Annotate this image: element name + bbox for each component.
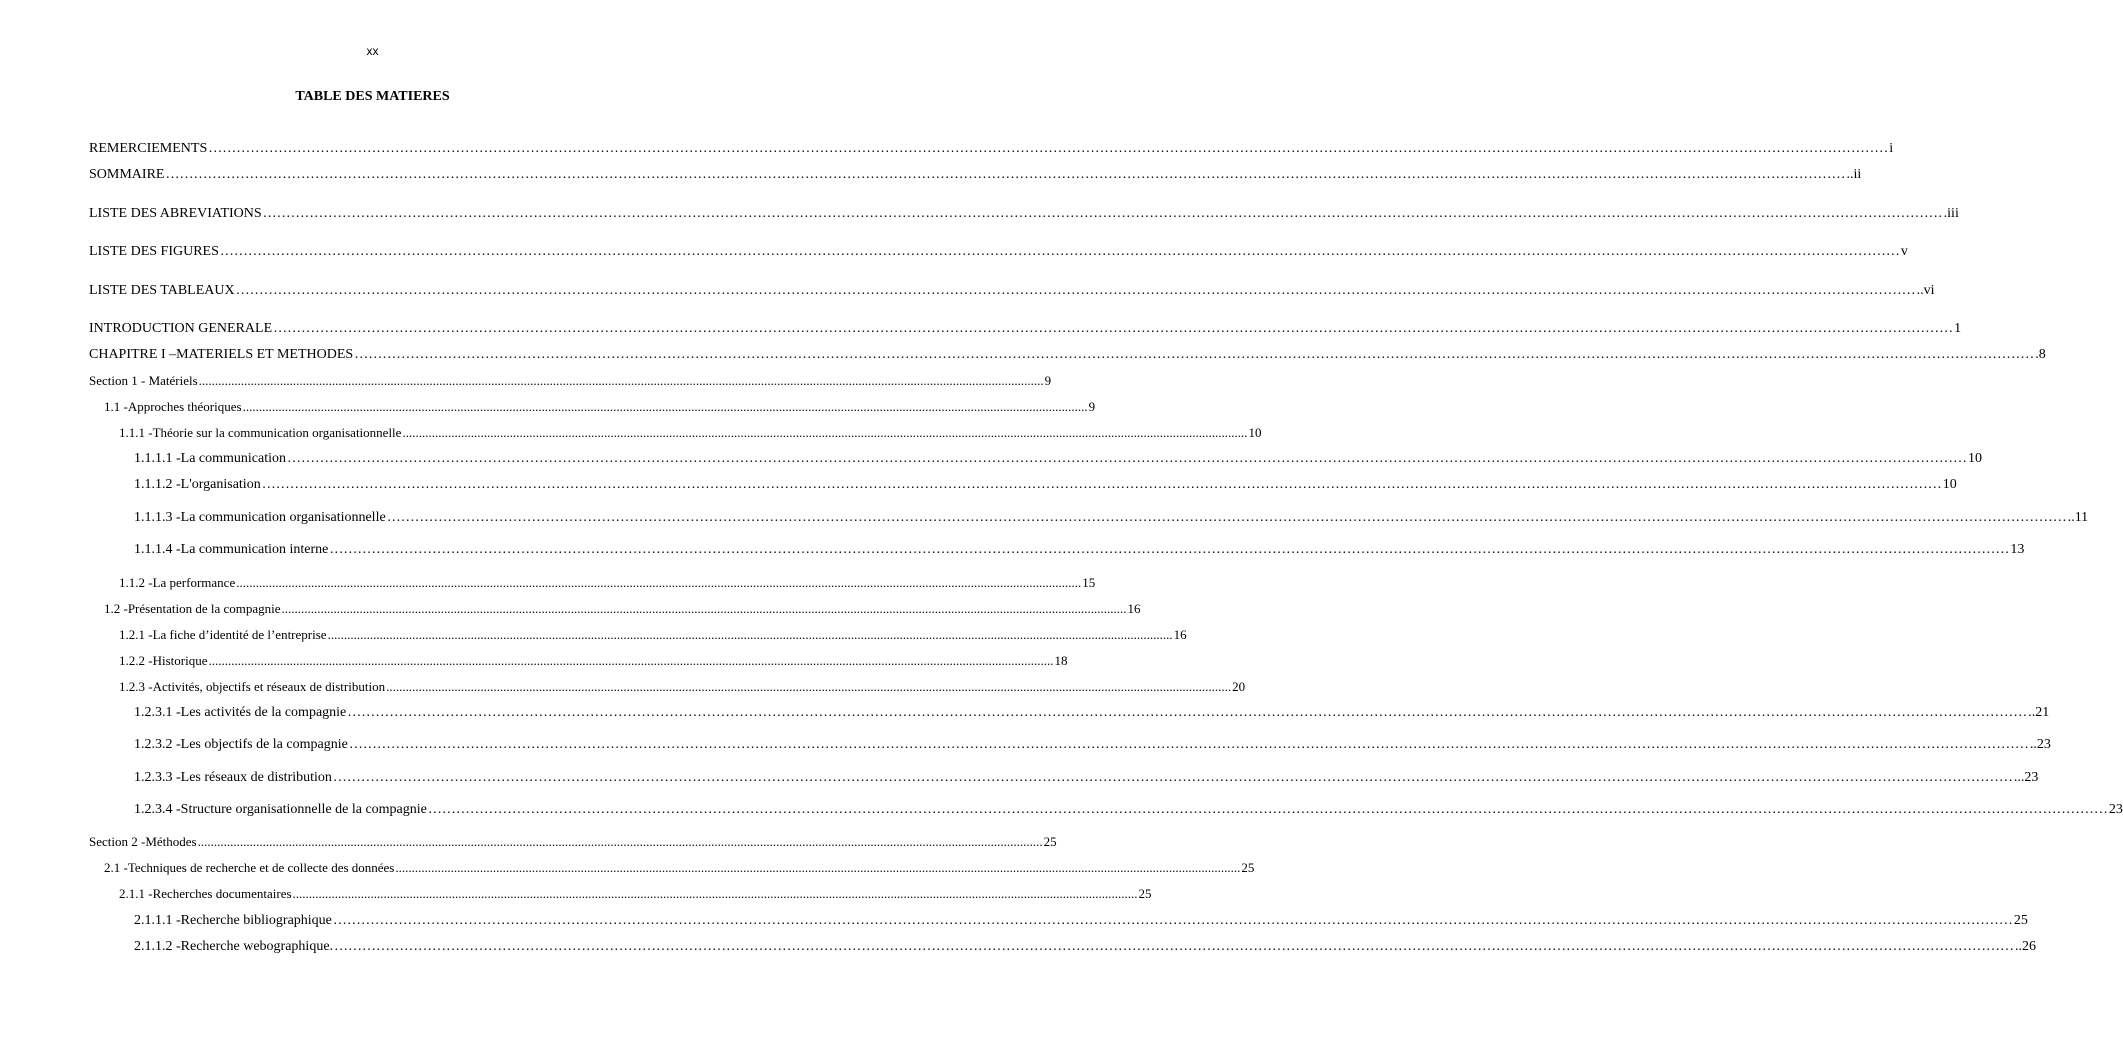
toc-entry-page: 9 bbox=[1088, 399, 1096, 414]
toc-leader: .................................................................................................................................................................................................................................................................... bbox=[386, 679, 1232, 694]
toc-entry bbox=[119, 574, 1096, 592]
toc-entry-page: 15 bbox=[1082, 575, 1096, 590]
toc-leader: .................................................................................................................................................................................................................................................................... bbox=[236, 575, 1082, 590]
toc-entry-label: 1.1.1.4 -La communication interne bbox=[134, 542, 329, 557]
toc-entry bbox=[134, 938, 2037, 956]
toc-entry-page: 23 bbox=[2108, 802, 2123, 817]
toc-entry-page: v bbox=[1900, 244, 1908, 259]
toc-entry-label: 1.2.3.1 -Les activités de la compagnie bbox=[134, 705, 347, 720]
toc-entry-label: 1.2.3 -Activités, objectifs et réseaux de distribution bbox=[119, 679, 386, 694]
toc-entry bbox=[134, 912, 2028, 930]
toc-entry-label: 1.2 -Présentation de la compagnie bbox=[104, 601, 281, 616]
toc-leader: ……………………………………………………………………………………………………………………………………………………………………………………………………………………………………………………………………………………………………………………………… bbox=[329, 542, 2010, 557]
toc-entry-page: .8 bbox=[2035, 347, 2046, 362]
toc-entry bbox=[134, 541, 2025, 559]
toc-entry-label: 1.1.2 -La performance bbox=[119, 575, 236, 590]
toc-entry-page: ..11 bbox=[2067, 510, 2089, 525]
toc-entry bbox=[119, 424, 1262, 442]
toc-leader: ……………………………………………………………………………………………………………………………………………………………………………………………………………………………………………………………………………………………………………………………… bbox=[348, 737, 2029, 752]
toc-leader: .................................................................................................................................................................................................................................................................... bbox=[402, 425, 1248, 440]
toc-entry bbox=[89, 346, 2046, 364]
toc-leader: .................................................................................................................................................................................................................................................................... bbox=[327, 627, 1173, 642]
toc-entry-label: REMERCIEMENTS bbox=[89, 141, 208, 156]
toc-entry bbox=[89, 282, 1935, 300]
toc-entry bbox=[119, 678, 1246, 696]
toc-entry-page: 25 bbox=[1138, 886, 1152, 901]
toc-entry-page: 10 bbox=[1942, 477, 1957, 492]
toc-entry-label: 1.2.2 -Historique bbox=[119, 653, 208, 668]
toc-entry-label: 2.1.1.2 -Recherche webographique. bbox=[134, 939, 334, 954]
toc-entry-label: 1.1.1.1 -La communication bbox=[134, 451, 287, 466]
toc-entry bbox=[134, 801, 2123, 819]
toc-entry bbox=[134, 736, 2051, 754]
page-number: xx bbox=[366, 44, 379, 58]
toc-leader: ……………………………………………………………………………………………………………………………………………………………………………………………………………………………………………………………………………………………………………………………… bbox=[347, 705, 2028, 720]
toc-leader: .................................................................................................................................................................................................................................................................... bbox=[208, 653, 1054, 668]
toc-entry-page: ...23 bbox=[2013, 770, 2039, 785]
toc-leader: ……………………………………………………………………………………………………………………………………………………………………………………………………………………………………………………………………………………………………………………………… bbox=[354, 347, 2035, 362]
toc-entry bbox=[89, 140, 1894, 158]
toc-entry-page: ..ii bbox=[1846, 167, 1862, 182]
toc-entry-page: 18 bbox=[1054, 653, 1068, 668]
toc-entry-page: 10 bbox=[1968, 451, 1983, 466]
toc-entry bbox=[89, 372, 1052, 390]
toc-entry-page: .iii bbox=[1943, 206, 1959, 221]
toc-entry-page: 25 bbox=[2013, 913, 2028, 928]
toc-entry bbox=[104, 398, 1096, 416]
toc-entry-page: 25 bbox=[1043, 834, 1057, 849]
toc-entry-label: Section 2 -Méthodes bbox=[89, 834, 197, 849]
toc-entry bbox=[134, 704, 2050, 722]
toc-entry bbox=[104, 600, 1141, 618]
toc-entry-label: 1.2.3.2 -Les objectifs de la compagnie bbox=[134, 737, 348, 752]
toc-leader: ……………………………………………………………………………………………………………………………………………………………………………………………………………………………………………………………………………………………………………………………… bbox=[287, 451, 1968, 466]
toc-entry bbox=[119, 626, 1187, 644]
toc-entry-page: 1 bbox=[1954, 321, 1962, 336]
toc-entry-label: LISTE DES TABLEAUX bbox=[89, 283, 235, 298]
toc-entry-page: ..26 bbox=[2015, 939, 2037, 954]
page-title: TABLE DES MATIERES bbox=[295, 89, 450, 104]
toc-leader: .................................................................................................................................................................................................................................................................... bbox=[198, 373, 1044, 388]
toc-entry-label: INTRODUCTION GENERALE bbox=[89, 321, 273, 336]
toc-entry-label: 2.1 -Techniques de recherche et de collecte des données bbox=[104, 860, 395, 875]
toc-entry-label: LISTE DES FIGURES bbox=[89, 244, 219, 259]
toc-entry-label: 2.1.1 -Recherches documentaires bbox=[119, 886, 292, 901]
toc-leader: ……………………………………………………………………………………………………………………………………………………………………………………………………………………………………………………………………………………………………………………………… bbox=[386, 510, 2067, 525]
toc-entry-label: 1.1.1 -Théorie sur la communication organisationnelle bbox=[119, 425, 402, 440]
toc-entry bbox=[89, 243, 1908, 261]
toc-entry-label: 1.1.1.2 -L'organisation bbox=[134, 477, 261, 492]
toc-leader: ……………………………………………………………………………………………………………………………………………………………………………………………………………………………………………………………………………………………………………………………… bbox=[208, 141, 1889, 156]
toc-leader: ……………………………………………………………………………………………………………………………………………………………………………………………………………………………………………………………………………………………………………………………… bbox=[261, 477, 1942, 492]
toc-entry bbox=[104, 859, 1255, 877]
toc-leader: ……………………………………………………………………………………………………………………………………………………………………………………………………………………………………………………………………………………………………………………………… bbox=[332, 770, 2013, 785]
toc-leader: ……………………………………………………………………………………………………………………………………………………………………………………………………………………………………………………………………………………………………………………………… bbox=[332, 913, 2013, 928]
toc-entry bbox=[134, 769, 2039, 787]
toc-entry bbox=[89, 320, 1962, 338]
toc-entry-page: ..vi bbox=[1916, 283, 1935, 298]
toc-leader: ……………………………………………………………………………………………………………………………………………………………………………………………………………………………………………………………………………………………………………………………… bbox=[334, 939, 2015, 954]
toc-leader: ……………………………………………………………………………………………………………………………………………………………………………………………………………………………………………………………………………………………………………………………… bbox=[235, 283, 1916, 298]
toc-entry-label: 2.1.1.1 -Recherche bibliographique bbox=[134, 913, 332, 928]
toc-entry bbox=[134, 476, 1957, 494]
toc-entry-page: 9 bbox=[1044, 373, 1052, 388]
toc-entry-label: 1.2.3.4 -Structure organisationnelle de la compagnie bbox=[134, 802, 427, 817]
toc-entry bbox=[119, 885, 1152, 903]
toc-leader: .................................................................................................................................................................................................................................................................... bbox=[395, 860, 1241, 875]
toc-entry-page: 10 bbox=[1248, 425, 1262, 440]
toc-leader: .................................................................................................................................................................................................................................................................... bbox=[292, 886, 1138, 901]
toc-entry bbox=[89, 205, 1959, 223]
toc-leader: ……………………………………………………………………………………………………………………………………………………………………………………………………………………………………………………………………………………………………………………………… bbox=[165, 167, 1846, 182]
toc-entry-label: 1.1.1.3 -La communication organisationnelle bbox=[134, 510, 386, 525]
toc-leader: .................................................................................................................................................................................................................................................................... bbox=[242, 399, 1088, 414]
toc-entry bbox=[134, 509, 2089, 527]
toc-entry-label: 1.2.1 -La fiche d’identité de l’entreprise bbox=[119, 627, 327, 642]
toc-entry-page: ..21 bbox=[2028, 705, 2050, 720]
toc-entry-page: 16 bbox=[1127, 601, 1141, 616]
toc-leader: ……………………………………………………………………………………………………………………………………………………………………………………………………………………………………………………………………………………………………………………………… bbox=[427, 802, 2108, 817]
toc-entry-page: 13 bbox=[2010, 542, 2025, 557]
toc-entry-label: Section 1 - Matériels bbox=[89, 373, 198, 388]
toc-leader: ……………………………………………………………………………………………………………………………………………………………………………………………………………………………………………………………………………………………………………………………… bbox=[273, 321, 1954, 336]
toc-entry-label: 1.2.3.3 -Les réseaux de distribution bbox=[134, 770, 332, 785]
toc-entry bbox=[89, 166, 1862, 184]
toc-entry-page: 16 bbox=[1173, 627, 1187, 642]
toc-entry-label: CHAPITRE I –MATERIELS ET METHODES bbox=[89, 347, 354, 362]
toc-entry bbox=[89, 833, 1057, 851]
toc-entry bbox=[134, 450, 1983, 468]
toc-entry-page: i bbox=[1889, 141, 1894, 156]
toc-entry-page: 25 bbox=[1241, 860, 1255, 875]
toc-leader: .................................................................................................................................................................................................................................................................... bbox=[281, 601, 1127, 616]
toc-entry-page: 20 bbox=[1232, 679, 1246, 694]
toc-entry-page: ..23 bbox=[2029, 737, 2051, 752]
toc-entry-label: SOMMAIRE bbox=[89, 167, 165, 182]
toc-entry-label: LISTE DES ABREVIATIONS bbox=[89, 206, 262, 221]
toc-leader: ……………………………………………………………………………………………………………………………………………………………………………………………………………………………………………………………………………………………………………………………… bbox=[219, 244, 1900, 259]
toc-leader: ……………………………………………………………………………………………………………………………………………………………………………………………………………………………………………………………………………………………………………………………… bbox=[262, 206, 1943, 221]
toc-entry bbox=[119, 652, 1068, 670]
toc-entry-label: 1.1 -Approches théoriques bbox=[104, 399, 242, 414]
toc-leader: .................................................................................................................................................................................................................................................................... bbox=[197, 834, 1043, 849]
